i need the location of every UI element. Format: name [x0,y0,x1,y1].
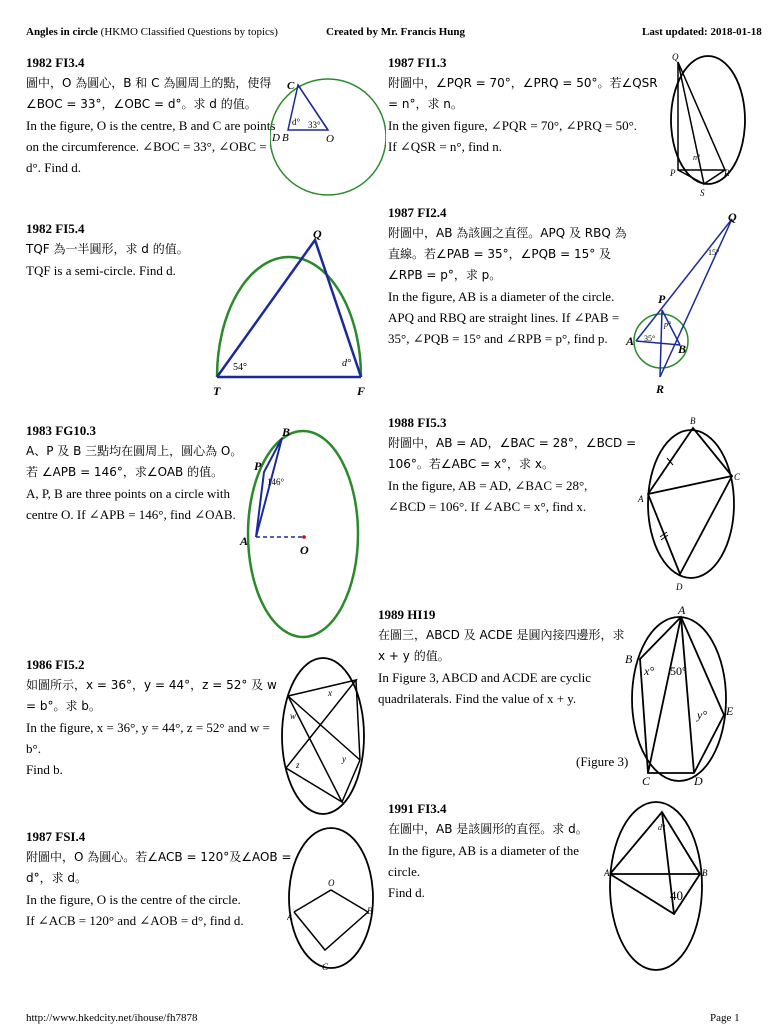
label-D: D [694,774,703,788]
figure-1987-fi1-3 [668,52,748,200]
label-A: A [604,868,610,878]
label-x: x [328,688,332,698]
problem-title: 1991 FI3.4 [388,801,447,816]
figure-1983-fg10-3 [236,422,364,642]
label-B: B [367,906,373,916]
label-Q: Q [672,52,679,62]
problem-1987-fi2-4 [388,202,638,349]
problem-text-zh: 在圖三，ABCD 及 ACDE 是圓內接四邊形，求 x + y 的值。 [378,628,625,663]
header-creator: Created by Mr. Francis Hung [326,26,466,38]
problem-title: 1982 FI5.4 [26,221,85,236]
label-A: A [626,334,635,348]
problem-1986-fi5-2 [26,654,286,780]
figure-1987-fsi-4 [287,824,377,974]
label-A: A [287,912,293,922]
label-O: O [300,543,309,557]
figure-1982-fi3-4 [270,52,386,222]
problem-title: 1982 FI3.4 [26,55,85,70]
figure-caption: (Figure 3) [576,754,629,769]
label-z: z [296,760,300,770]
label-E: E [726,704,734,718]
label-T: T [213,384,221,398]
figure-1988-fi5-3 [636,414,746,596]
label-R: R [724,168,730,178]
problem-text-zh: 附圖中，∠PQR = 70°，∠PRQ = 50°。若∠QSR = n°，求 n。 [388,76,658,111]
problem-text-en: In the figure, O is the centre of the circle. [26,892,241,907]
label-P: P [670,168,676,178]
label-B: B [690,416,696,426]
problem-text-zh: 在圖中，AB 是該圓形的直徑。求 d。 [388,822,588,836]
label-C: C [734,472,741,482]
label-A: A [240,534,249,548]
label-B: B [702,868,708,878]
problem-title: 1988 FI5.3 [388,415,447,430]
figure-1989-hi19 [624,603,734,788]
problem-title: 1986 FI5.2 [26,657,85,672]
label-35: 35° [644,334,656,343]
problem-text-en: In the figure, AB is a diameter of the circle. [388,843,579,879]
label-x: x° [644,664,655,678]
label-p: p° [664,320,672,329]
problem-title: 1987 FI2.4 [388,205,447,220]
problem-text-en-2: If ∠QSR = n°, find n. [388,139,503,154]
label-R: R [656,382,665,396]
label-B: B [282,132,289,144]
label-y: y [342,754,346,764]
problem-1988-fi5-3 [388,412,643,517]
label-B: B [282,425,291,439]
figure-1991-fi3-4 [604,794,708,978]
label-O: O [326,133,334,145]
label-C: C [322,962,329,972]
problem-title: 1989 HI19 [378,607,436,622]
label-40: 40 [670,888,683,903]
problem-1987-fsi-4 [26,826,296,931]
label-D: D [676,582,683,592]
label-P: P [658,292,666,306]
problem-text-en: In the figure, x = 36°, y = 44°, z = 52° and w = b°. [26,720,270,756]
footer-url[interactable]: http://www.hkedcity.net/ihouse/fh7878 [26,1012,198,1024]
figure-1982-fi5-4 [205,225,375,405]
label-F: F [357,384,366,398]
problem-1982-fi5-4 [26,218,226,281]
label-B: B [625,652,633,666]
problem-text-en: In the given figure, ∠PQR = 70°, ∠PRQ = 50°. [388,118,638,133]
header-updated: Last updated: 2018-01-18 [642,26,762,38]
label-d: d° [342,358,351,369]
problem-text-en: In the figure, AB = AD, ∠BAC = 28°, [388,478,588,493]
problem-title: 1987 FSI.4 [26,829,86,844]
problem-title: 1983 FG10.3 [26,423,97,438]
problem-text-en-2: ∠BCD = 106°. If ∠ABC = x°, find x. [388,499,587,514]
label-d: d° [292,117,301,127]
problem-text-zh: 附圖中，O 為圓心。若∠ACB = 120°及∠AOB = d°，求 d。 [26,850,292,885]
problem-1991-fi3-4 [388,798,603,903]
header-subtitle: (HKMO Classified Questions by topics) [100,26,278,38]
label-n: n° [693,153,701,162]
problem-title: 1987 FI1.3 [388,55,447,70]
label-15: 15° [708,248,720,257]
label-O: O [328,878,335,888]
problem-text-en-2: Find b. [26,762,63,777]
header-topic: Angles in circle (HKMO Classified Questions by topics) [26,26,278,38]
figure-1987-fi2-4 [624,205,750,397]
label-33: 33° [308,120,321,130]
problem-text-en: TQF is a semi-circle. Find d. [26,263,176,278]
problem-1989-hi19 [378,604,633,709]
problem-text-zh: 如圖所示，x = 36°，y = 44°，z = 52° 及 w = b°。求 b。 [26,678,277,713]
label-A: A [638,494,644,504]
problem-1982-fi3-4 [26,52,276,178]
problem-text-zh: 附圖中，AB 為該圓之直徑。APQ 及 RBQ 為直線。若∠PAB = 35°，∠PQB = 15° 及∠RPB = p°，求 p。 [388,226,627,282]
label-P: P [254,459,262,473]
label-C: C [642,774,651,788]
label-S: S [700,188,705,198]
label-Q: Q [313,227,322,241]
problem-text-zh: 附圖中，AB = AD，∠BAC = 28°，∠BCD = 106°。若∠ABC = x°，求 x。 [388,436,637,471]
problem-1987-fi1-3 [388,52,658,157]
footer-page: Page 1 [710,1012,740,1024]
label-C: C [287,80,295,92]
problem-text-en: In the figure, O is the centre, B and C are points on the circumference. ∠BOC = 33°, ∠OBC = d°. Find d. [26,118,276,175]
problem-text-zh: 圖中，O 為圓心，B 和 C 為圓周上的點，使得 ∠BOC = 33°，∠OBC = d°。求 d 的值。 [26,76,272,111]
problem-text-zh: TQF 為一半圓形，求 d 的值。 [26,242,189,256]
problem-1983-fg10-3 [26,420,251,525]
label-y: y° [697,708,708,722]
label-146: 146° [267,477,285,487]
label-B: B [678,342,687,356]
problem-text-en-2: If ∠ACB = 120° and ∠AOB = d°, find d. [26,913,244,928]
figure-1986-fi5-2 [280,656,366,816]
problem-text-en-2: Find d. [388,885,425,900]
problem-text-en: In Figure 3, ABCD and ACDE are cyclic quadrilaterals. Find the value of x + y. [378,670,592,706]
problem-text-en: In the figure, AB is a diameter of the circle. APQ and RBQ are straight lines. If ∠PAB = 35°, ∠PQB = 15° and ∠RPB = p°, find p. [388,289,620,346]
problem-text-zh: A、P 及 B 三點均在圓周上，圓心為 O。若 ∠APB = 146°，求∠OAB 的值。 [26,444,243,479]
label-54: 54° [233,362,247,373]
label-w: w [290,711,297,721]
problem-text-en: A, P, B are three points on a circle with centre O. If ∠APB = 146°, find ∠OAB. [26,486,236,522]
label-50: 50° [670,664,687,678]
label-A: A [678,603,686,617]
label-d: d° [658,823,666,832]
label-D: D [272,132,280,144]
label-Q: Q [728,210,737,224]
